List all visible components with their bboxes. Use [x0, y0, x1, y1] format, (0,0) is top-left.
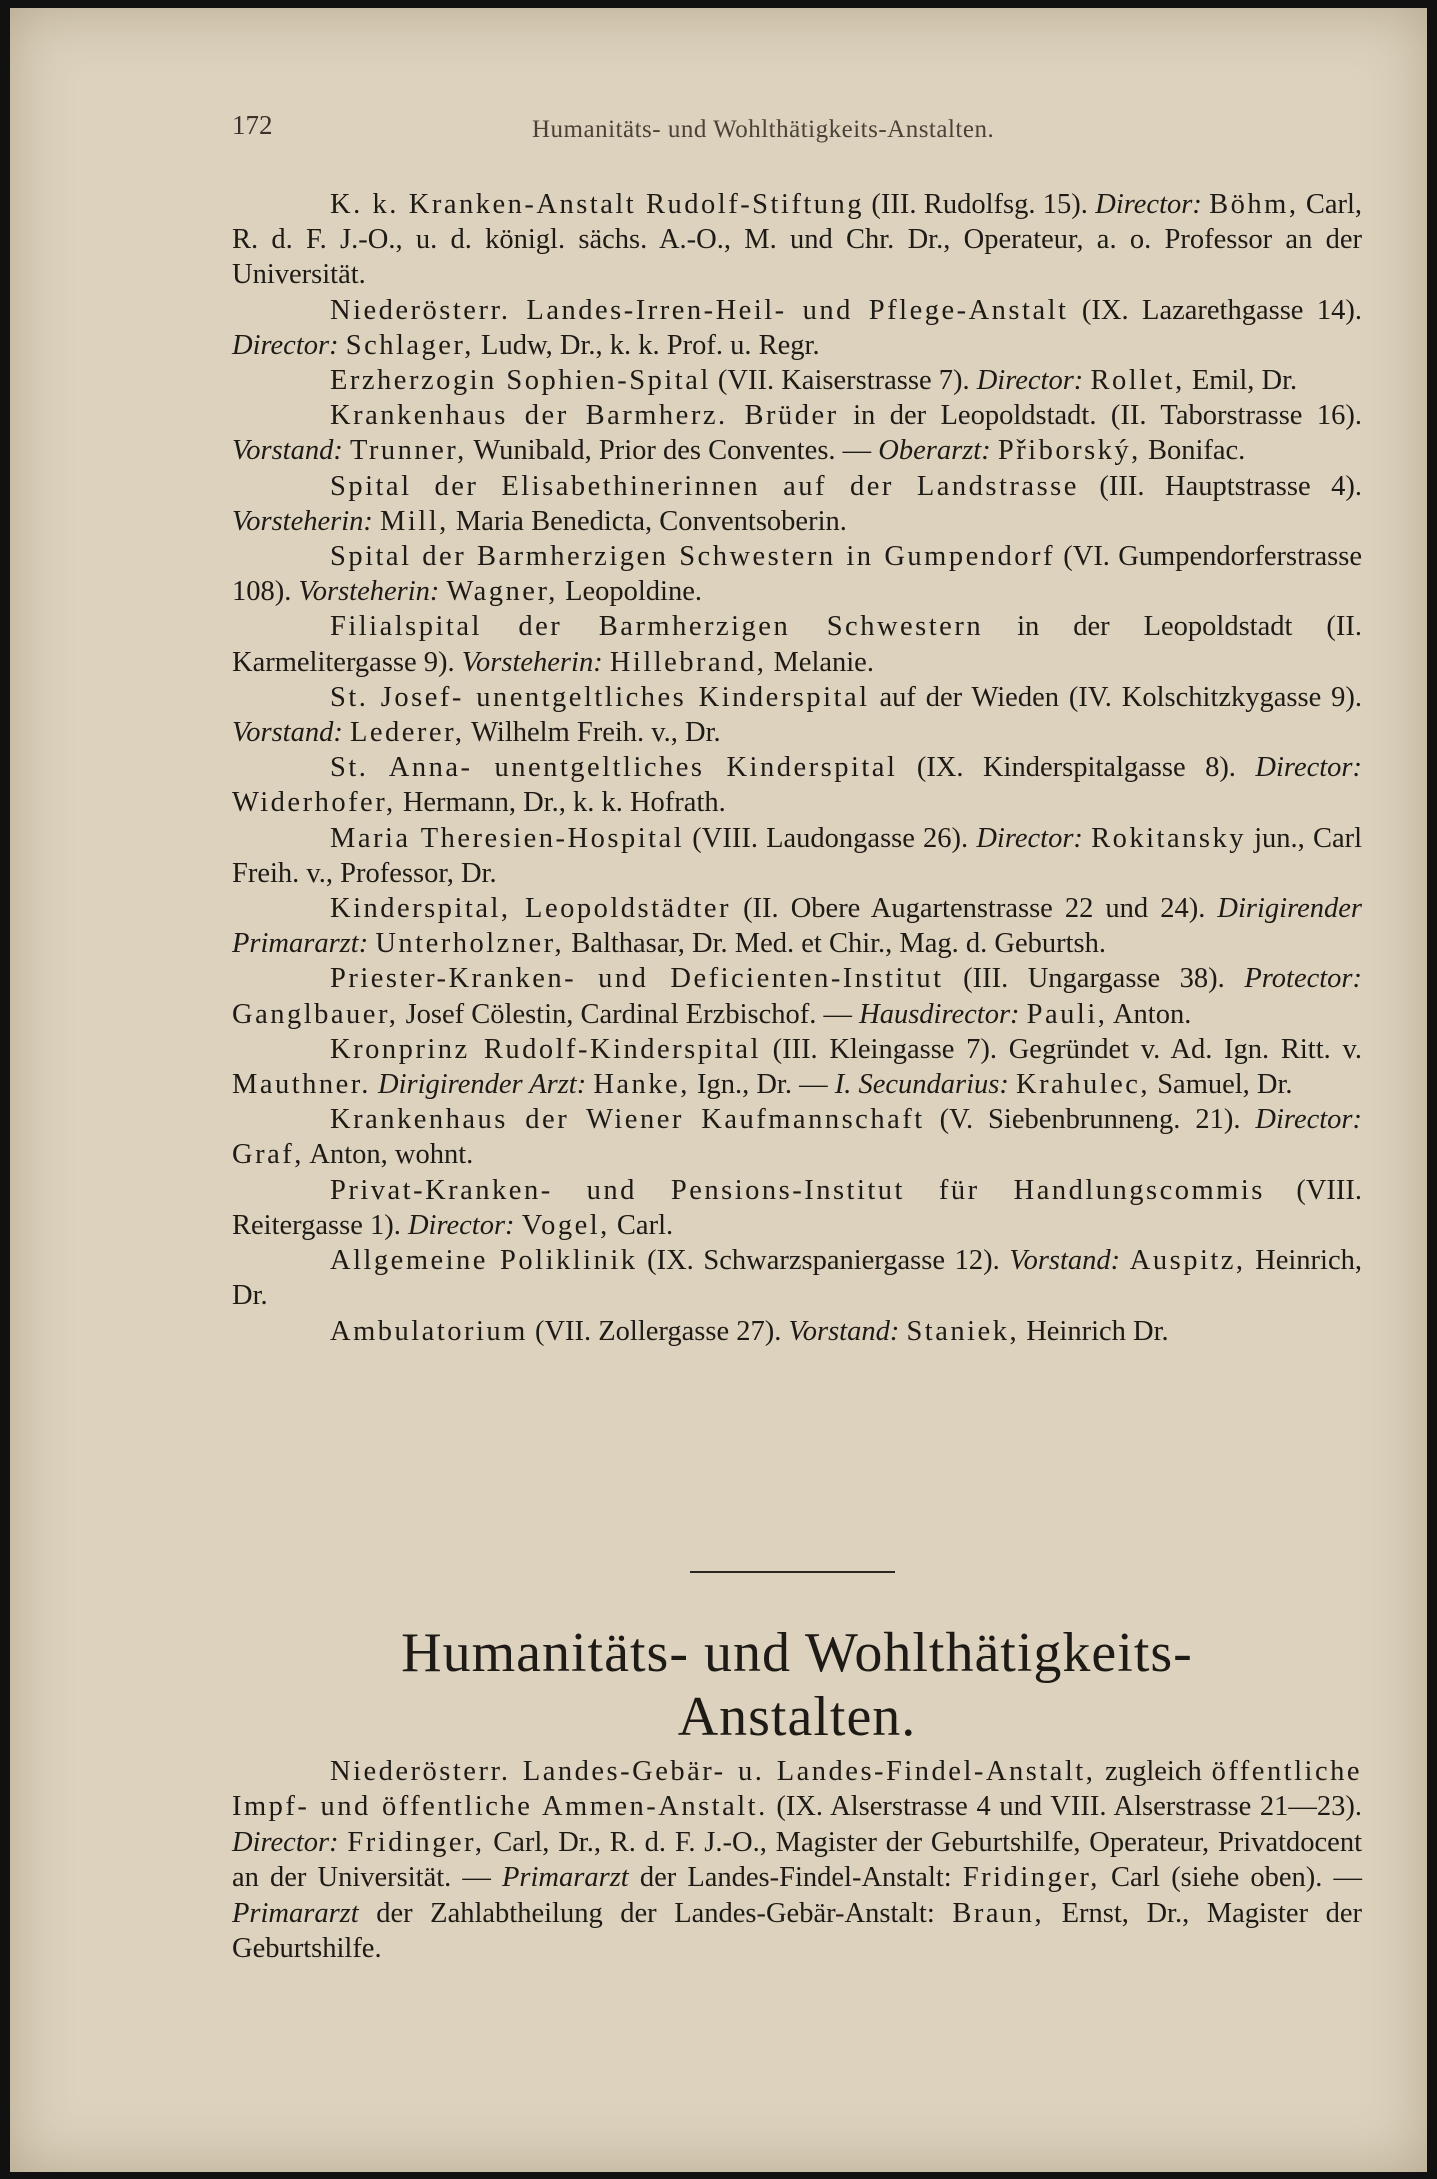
- list-item: Privat-Kranken- und Pensions-Institut für Handlungscommis (VIII. Reitergasse 1). Director: Vogel, Carl.: [232, 1174, 1362, 1241]
- list-item: K. k. Kranken-Anstalt Rudolf-Stiftung (III. Rudolfsg. 15). Director: Böhm, Carl, R. d. F. J.-O., u. d. königl. sächs. A.-O., M. und Chr. Dr., Operateur, a. o. Professor an der Universität.: [232, 189, 1363, 291]
- section-heading-line1: Humanitäts- und Wohlthätigkeits-: [401, 1622, 1193, 1684]
- list-item: Spital der Barmherzigen Schwestern in Gumpendorf (VI. Gumpendorferstrasse 108). Vorsteherin: Wagner, Leopoldine.: [232, 541, 1362, 608]
- list-item: Allgemeine Poliklinik (IX. Schwarzspaniergasse 12). Vorstand: Auspitz, Heinrich, Dr.: [232, 1245, 1362, 1312]
- list-item: Krankenhaus der Barmherz. Brüder in der Leopoldstadt. (II. Taborstrasse 16). Vorstand: Trunner, Wunibald, Prior des Conventes. — Oberarzt: Přiborský, Bonifac.: [232, 400, 1362, 467]
- page-header: [222, 108, 1102, 148]
- hospital-list: [232, 187, 1362, 1349]
- book-page: [10, 8, 1427, 2172]
- list-item: Niederösterr. Landes-Gebär- u. Landes-Findel-Anstalt, zugleich öffentliche Impf- und öffentliche Ammen-Anstalt. (IX. Alserstrasse 4 und VIII. Alserstrasse 21—23). Director: Fridinger, Carl, Dr., R. d. F. J.-O., Magister der Geburtshilfe, Operateur, Privatdocent an der Universität. — Primararzt der Landes-Findel-Anstalt: Fridinger, Carl (siehe oben). — Primararzt der Zahlabtheilung der Landes-Gebär-Anstalt: Braun, Ernst, Dr., Magister der Geburtshilfe.: [232, 1756, 1363, 1965]
- list-item: Kronprinz Rudolf-Kinderspital (III. Kleingasse 7). Gegründet v. Ad. Ign. Ritt. v. Mauthner. Dirigirender Arzt: Hanke, Ign., Dr. — I. Secundarius: Krahulec, Samuel, Dr.: [232, 1033, 1362, 1101]
- section-heading-line2: Anstalten.: [677, 1686, 917, 1748]
- list-item: Filialspital der Barmherzigen Schwestern in der Leopoldstadt (II. Karmelitergasse 9). Vorsteherin: Hillebrand, Melanie.: [232, 611, 1362, 678]
- list-item: Krankenhaus der Wiener Kaufmannschaft (V. Siebenbrunneng. 21). Director: Graf, Anton, wohnt.: [232, 1104, 1362, 1171]
- list-item: St. Josef- unentgeltliches Kinderspital auf der Wieden (IV. Kolschitzkygasse 9). Vorstand: Lederer, Wilhelm Freih. v., Dr.: [232, 681, 1362, 749]
- running-title: Humanitäts- und Wohlthätigkeits-Anstalten.: [532, 116, 995, 143]
- list-item: Kinderspital, Leopoldstädter (II. Obere Augartenstrasse 22 und 24). Dirigirender Primararzt: Unterholzner, Balthasar, Dr. Med. et Chir., Mag. d. Geburtsh.: [232, 893, 1362, 960]
- list-item: Spital der Elisabethinerinnen auf der Landstrasse (III. Hauptstrasse 4). Vorsteherin: Mill, Maria Benedicta, Conventsoberin.: [232, 470, 1362, 537]
- page-number: 172: [232, 110, 273, 140]
- section-divider: [690, 1571, 895, 1573]
- section-heading: [232, 1621, 1362, 1749]
- list-item: Priester-Kranken- und Deficienten-Institut (III. Ungargasse 38). Protector: Ganglbauer, Josef Cölestin, Cardinal Erzbischof. — Hausdirector: Pauli, Anton.: [232, 963, 1362, 1030]
- humanitarian-list: [232, 1754, 1362, 1966]
- list-item: Niederösterr. Landes-Irren-Heil- und Pflege-Anstalt (IX. Lazarethgasse 14). Director: Schlager, Ludw, Dr., k. k. Prof. u. Regr.: [232, 294, 1362, 361]
- list-item: Ambulatorium (VII. Zollergasse 27). Vorstand: Staniek, Heinrich Dr.: [330, 1315, 1169, 1347]
- list-item: Maria Theresien-Hospital (VIII. Laudongasse 26). Director: Rokitansky jun., Carl Freih. v., Professor, Dr.: [232, 822, 1363, 889]
- list-item: Erzherzogin Sophien-Spital (VII. Kaiserstrasse 7). Director: Rollet, Emil, Dr.: [330, 365, 1298, 397]
- list-item: St. Anna- unentgeltliches Kinderspital (IX. Kinderspitalgasse 8). Director: Widerhofer, Hermann, Dr., k. k. Hofrath.: [232, 752, 1362, 819]
